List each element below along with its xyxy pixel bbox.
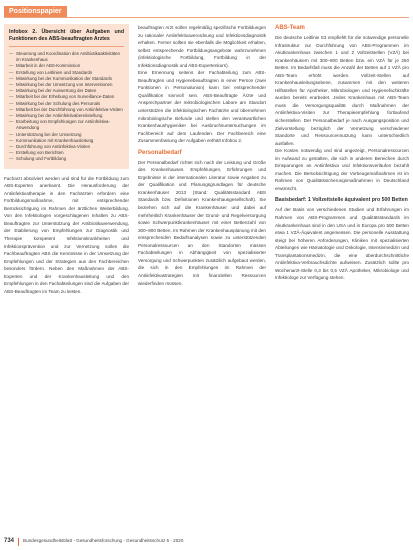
list-item: — Mitwirkung bei der Schulung des Personals	[9, 101, 124, 107]
list-item: — Mitarbeit bei der Durchführung von Antiinfektiva-Visiten	[9, 107, 124, 113]
list-item: — Durchführung von Antiinfektiva-Visiten	[9, 144, 124, 150]
list-item: — Mitwirkung bei der Auswertung der Daten	[9, 88, 124, 94]
column-middle	[138, 24, 266, 287]
list-item: — Mitwirkung bei der Kommunikation der Standards	[9, 76, 124, 82]
page-footer	[4, 536, 409, 548]
body-paragraph: Die Kosten notwendig und sind angezeigt, Personalressourcen im Aufwand zu gestalten, die sich in anderen Bereichen durch Einsparungen an Antiinfektiva und Infektionsverläufen bezahlt machen. Die Berücksichtigung der Vorbeugemaßnahmen ist im Rahmen von Qualitätssicherungsmaßnahmen in Deutschland erwünscht.	[275, 148, 409, 191]
body-paragraph: Der Personalbedarf richtet sich nach der Leistung und Größe des Krankenhauses. Empfehlungen, Erfahrungen und Ergebnisse in der internationalen Literatur sowie Angaben zu der Qualifikation und Planungsgrundlagen für deutsche Krankenhäuser 2013 (Stand: Qualitätsstandard ABS Standards bzw. Definitionen Krankenhausgesellschaft). Sie beziehen sich auf die Krankenhäuser und dabei auf mehrheitlich Krankenhäuser der Grund- und Regelversorgung sowie Schwerpunktkrankenhäuser mit einer Bettenzahl von 300–800 Betten. Im Rahmen der Krankenhausplanung mit den entsprechenden Bedarfsanalysen sowie zu unterstützenden Personalressourcen an den Standorten müssen Fachabteilungen in Abhängigkeit von spezialisierter Versorgung und Schwerpunkten zusätzlich aufgebaut werden, die sich in den Empfehlungen im Rahmen der Antiinfektivastrategien mit finanziellen Ressourcen wiederfinden müssen.	[138, 159, 266, 286]
page-number: 734	[4, 538, 15, 544]
list-item: — Erstellung von Berichten	[9, 150, 124, 156]
list-item: — Erstellung von Leitlinien und Standards	[9, 70, 124, 76]
footer-divider	[18, 538, 19, 546]
column-right	[275, 24, 409, 282]
info-box-list	[9, 51, 124, 163]
info-box	[4, 24, 129, 169]
list-item: — Unterstützung bei der Umsetzung	[9, 132, 124, 138]
body-paragraph: Auf der Basis von verschiedenen Studien und Erfahrungen im Rahmen von ABS-Programmen und Qualitätsstandards im Akutkrankenhaus sind in den USA und in Europa pro 500 Betten etwa 1 VZÄ-Äquivalent angemessen. Die personelle Ausstattung steigt bei höheren Anforderungen, Kliniken mit spezialisierten Abteilungen wie Hämatologie und Onkologie, Intensivmedizin und Transplantationsmedizin, die eine überdurchschnittliche Antiinfektiva-Verbrauchsdichte aufweisen. Zusätzlich sollte pro Wochenarzt-Stelle 0,3 bis 0,5 VZÄ Apotheker, Mikrobiologe und Infektiologe zur Verfügung stehen.	[275, 207, 409, 281]
section-heading-personalbedarf: Personalbedarf	[138, 149, 182, 156]
list-item: — Mitarbeit in der ABS-Kommission	[9, 63, 124, 69]
section-label: Positionspapier	[4, 6, 67, 17]
body-paragraph: Facharzt absolviert werden und sind für die Fortbildung zum ABS-Experten anerkannt. Die Herausforderung der Antiinfektivatherapie in den Fachärzten erfordern eine Fortbildungsmaßnahme, mit entsprechender Berücksichtigung im Rahmen der ärztlichen Weiterbildung. Von den Infektiologen vorgeschlagenen Inhalten zu ABS-Beauftragten zur Unterstützung der Antibiotikaverwendung, der Etablierung von Empfehlungen zur Diagnostik und Therapie kompetent Infektionskrankheiten und Infektionsprävention und zur Vernetzung sollen die Fachbeauftragten ABS die Kenntnisse in der Umsetzung der Empfehlungen und der Strategien aus den Fachbereichen besonders fördern. Neben den Maßnahmen der ABS-Experten und der Krankenhausleitung und den Empfehlungen in den Fachabteilungen sind die Aufgaben der ABS-Beauftragten im Team zu leisten.	[4, 175, 129, 294]
list-item: — Mitarbeit bei der Erhebung von Surveillance-Daten	[9, 94, 124, 100]
list-item: — Erarbeitung von Empfehlungen zur Antiinfektiva-Anwendung	[9, 119, 124, 131]
body-paragraph: Die deutsche Leitlinie S3 empfiehlt für die notwendige personelle Infrastruktur zur Durchführung von ABS-Programmen im Akutkrankenhaus zwischen 1 und 2 Vollzeitstellen (VZÄ) bei Krankenhäusern mit 300–800 Betten bzw. ein VZÄ für je 250 Betten. Im Bedarfsfall muss die Anzahl der Betten auf 1 VZÄ pro ABS-Team erhöht werden. Vollzeit-Stellen auf Krankenhausleitungsebene, zusammen mit den weiteren Hilfsstellen für Apotheker, Mikrobiologen und Hygienefachkräfte wurden bereits erarbeitet. Jedes Krankenhaus mit ABS-Team muss die Versorgungsqualität durch Maßnahmen der Antiinfektiva-Visiten zur Therapieempfehlung fortlaufend sicherstellen. Der Personalbedarf je nach Ausgangsposition und Zielvorstellung bezüglich der Vernetzung verschiedener Standorte und Ressourcennutzung kann unterschiedlich ausfallen.	[275, 35, 409, 146]
list-item: — Mitwirkung bei der Umsetzung von Interventionen	[9, 82, 124, 88]
column-left	[4, 24, 129, 295]
list-item: — Kommunikation mit Krankenhausleitung	[9, 138, 124, 144]
list-item: — Steuerung und Koordination des Antibiotikaaktivitäten im Krankenhaus	[9, 51, 124, 63]
subsection-heading: Basisbedarf: 1 Vollzeitstelle äquivalent pro 500 Betten	[275, 197, 408, 204]
journal-citation: Bundesgesundheitsblatt - Gesundheitsforschung - Gesundheitsschutz 6 · 2020	[23, 538, 184, 543]
list-item: — Mitwirkung bei der Antiinfektivabereitstellung	[9, 113, 124, 119]
page-header	[4, 4, 409, 18]
info-box-title: Infobox 2. Übersicht über Aufgaben und Funktionen des ABS-beauftragten Arztes	[9, 29, 124, 47]
list-item: — Schulung und Fortbildung	[9, 156, 124, 162]
body-paragraph: beauftragten Arzt sollen regelmäßig spezifische Fortbildungen zu rationaler Antiinfektivaverordnung und Infektionsdiagnostik erhalten. Ferner sollten sie ebenfalls die Möglichkeit erhalten, selbst entsprechende Fortbildungsangebote wahrzunehmen (infektiologische Fortbildung, Fortbildung in der Infektionsdiagnostik und ABS-Expertenkurs).	[138, 25, 266, 68]
section-heading-abs-team: ABS-Team	[275, 25, 305, 31]
body-paragraph: Eine Ernennung seitens der Fachabteilung zum ABS-Beauftragten und Hygienebeauftragten in einer Person (zwei Funktionen in Personalunion) kann bei entsprechender Qualifikation sinnvoll sein. ABS-Beauftragte Ärzte und Ansprechpartner der mikrobiologischen Labore am Standort unterstützen die infektiologischen Fachärzte und übernehmen mikrobiologische Befunde und stellen den verantwortlichen Krankenhaushygieniker bei Ausbruchsuntersuchungen im Fachbereich auf dem Laufenden. Der Fachbereich eine Zusammenfassung der Aufgaben enthält Infobox 2.	[138, 70, 266, 144]
